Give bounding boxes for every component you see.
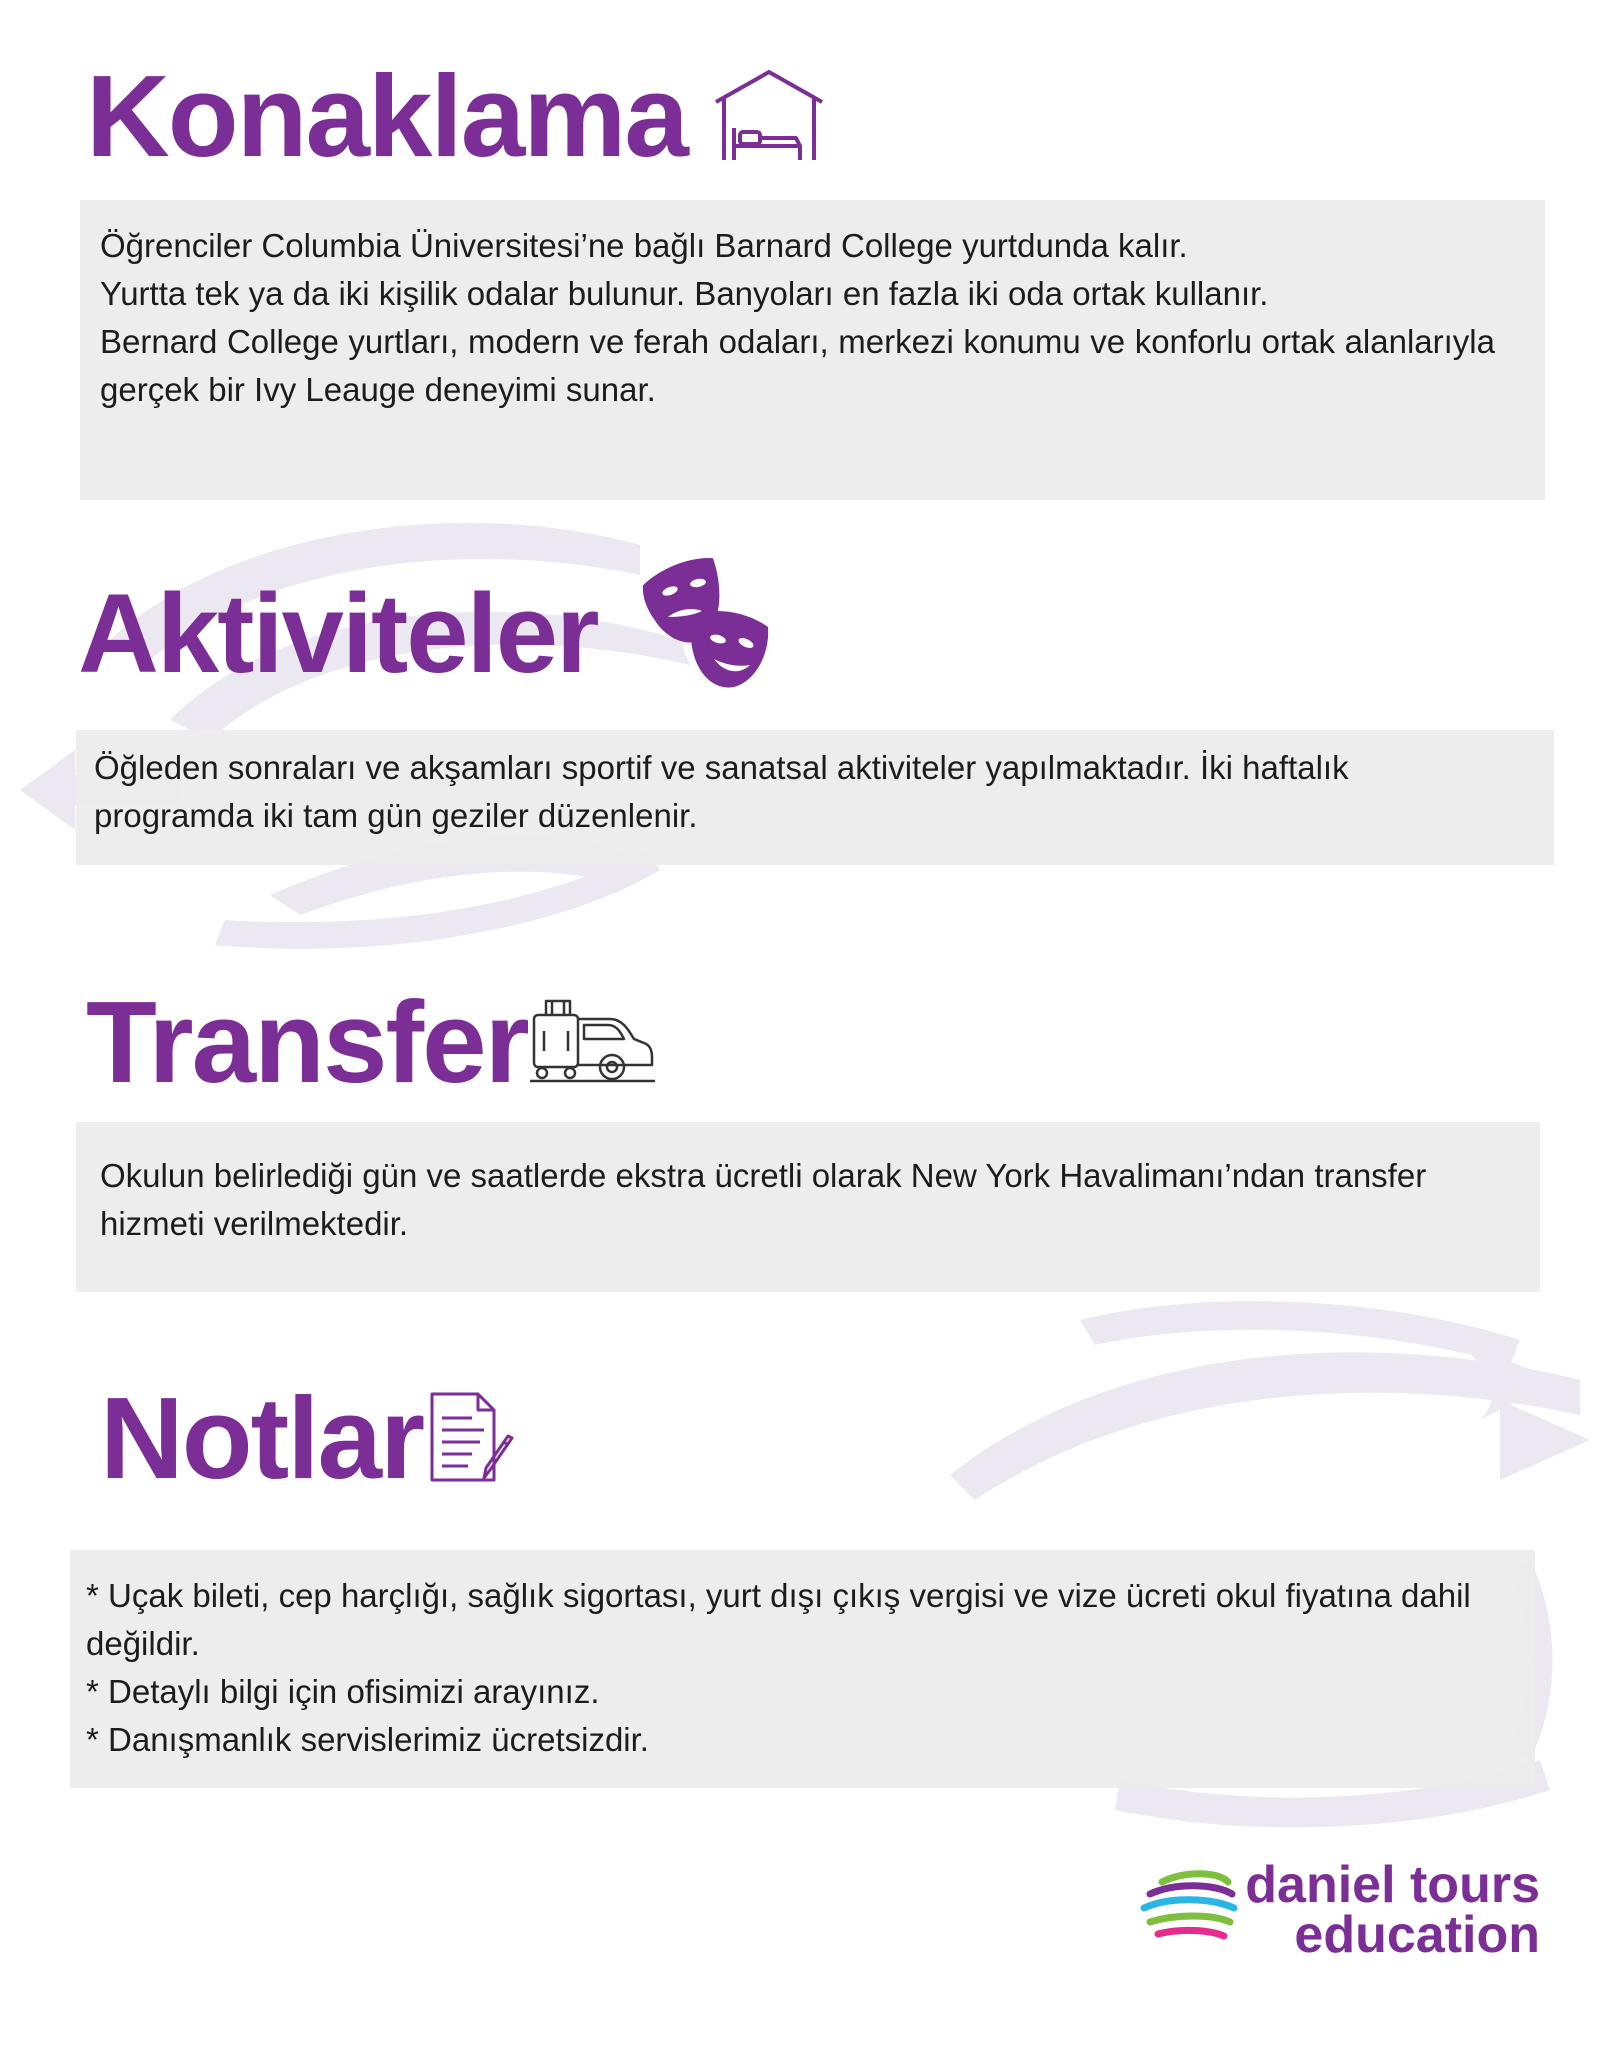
brand-name-line1: daniel tours <box>1245 1856 1540 1914</box>
aktiviteler-text-box <box>76 730 1554 865</box>
konaklama-line-3: Bernard College yurtları, modern ve ferah odaları, merkezi konumu ve konforlu ortak alanlarıyla gerçek bir Ivy Leauge deneyimi sunar. <box>100 323 1495 408</box>
theater-masks-icon <box>640 555 780 690</box>
konaklama-title: Konaklama <box>86 51 687 181</box>
brand-logo <box>1140 1856 1540 1980</box>
notlar-line-1: * Uçak bileti, cep harçlığı, sağlık sigortası, yurt dışı çıkış vergisi ve vize ücreti okul fiyatına dahil değildir. <box>86 1577 1471 1662</box>
transfer-title: Transfer <box>86 977 528 1107</box>
transfer-text-box <box>76 1122 1540 1292</box>
notlar-line-3: * Danışmanlık servislerimiz ücretsizdir. <box>86 1721 649 1758</box>
aktiviteler-line-1: Öğleden sonraları ve akşamları sportif ve sanatsal aktiviteler yapılmaktadır. İki haftalık programda iki tam gün geziler düzenlenir. <box>94 749 1349 834</box>
konaklama-line-2: Yurtta tek ya da iki kişilik odalar bulunur. Banyoları en fazla iki oda ortak kullanır. <box>100 275 1269 312</box>
konaklama-line-1: Öğrenciler Columbia Üniversitesi’ne bağlı Barnard College yurtdunda kalır. <box>100 227 1188 264</box>
transfer-line-1: Okulun belirlediği gün ve saatlerde ekstra ücretli olarak New York Havalimanı’ndan transfer hizmeti verilmektedir. <box>100 1157 1427 1242</box>
notlar-text-box <box>70 1550 1535 1788</box>
car-luggage-icon <box>530 995 655 1085</box>
brand-name-line2: education <box>1294 1906 1540 1964</box>
document-pencil-icon <box>428 1390 518 1485</box>
bed-house-icon <box>712 68 826 164</box>
konaklama-text-box <box>80 200 1545 500</box>
notlar-title: Notlar <box>100 1373 424 1503</box>
aktiviteler-title: Aktiviteler <box>78 571 598 696</box>
notlar-line-2: * Detaylı bilgi için ofisimizi arayınız. <box>86 1673 600 1710</box>
